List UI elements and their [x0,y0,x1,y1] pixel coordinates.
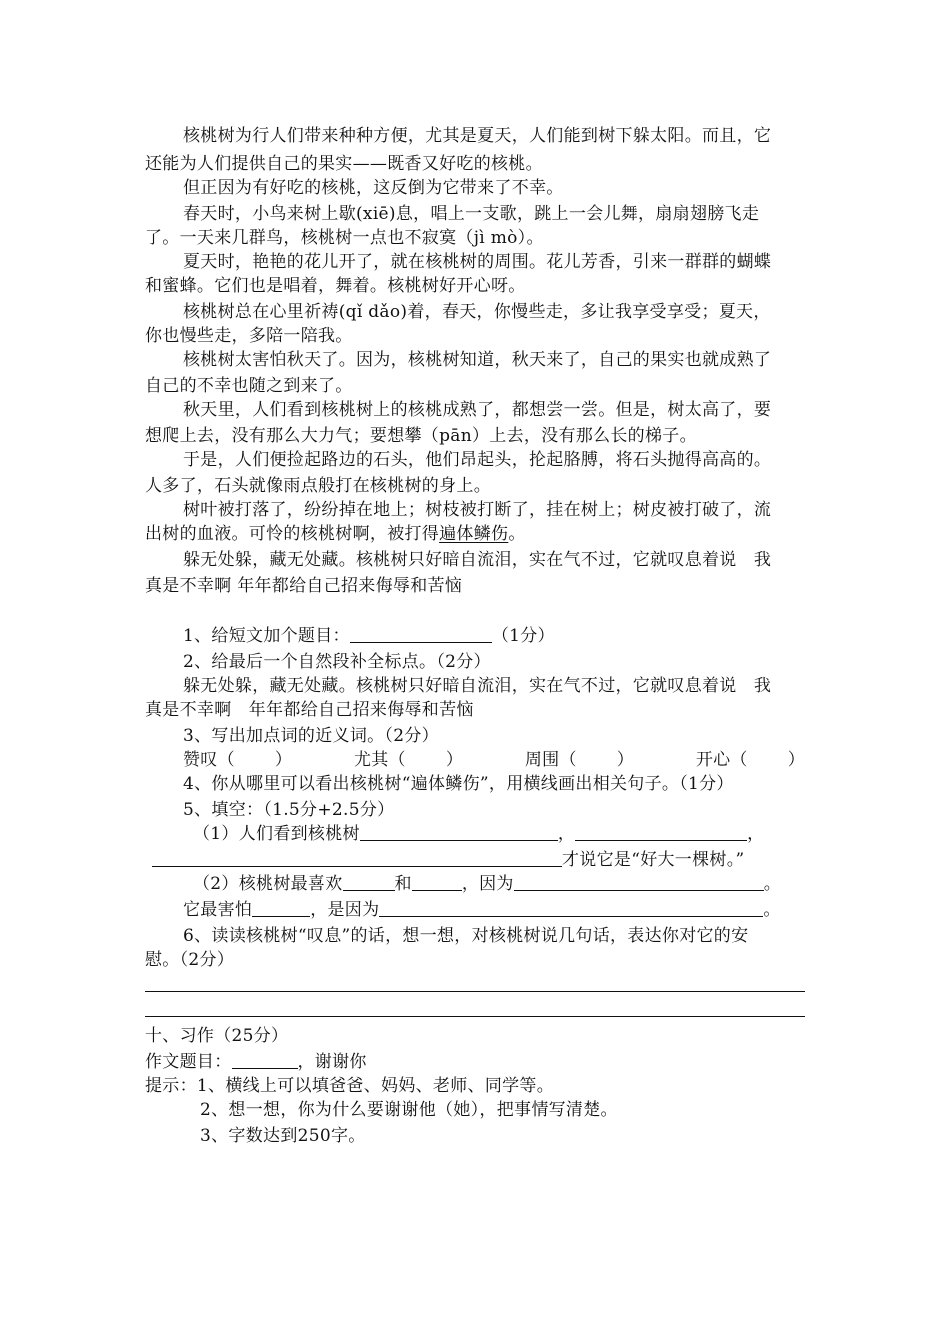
q3-word-zantan: 赞叹（ [183,750,235,770]
passage-line: 和蜜蜂。它们也是唱着，舞着。核桃树好开心呀。 [145,276,526,296]
q3-word-zhouwei: 周围（ [524,750,577,770]
passage-line: 夏天时，艳艳的花儿开了，就在核桃树的周围。花儿芳香，引来一群群的蝴蝶 [183,252,772,272]
hint-item: 3、字数达到250字。 [200,1126,366,1146]
q5-1-blank-c[interactable] [152,849,562,867]
q5-period: 。 [763,874,782,894]
passage-text: 出树的血液。可怜的核桃树啊，被打得 [145,524,440,544]
q5-2-and: 和 [394,874,412,894]
writing-heading: 十、习作（25分） [145,1026,289,1046]
q5-3-blank-a[interactable] [252,899,310,917]
passage-line: 核桃树总在心里祈祷(qǐ dǎo)着，春天，你慢些走，多让我享受享受；夏天， [183,302,771,322]
q5-1-blank-a[interactable] [360,823,558,841]
q2-text-line: 躲无处躲，藏无处藏。核桃树只好暗自流泪，实在气不过，它就叹息着说 我 [183,676,772,696]
q5-2-label: （2）核桃树最喜欢 [193,874,343,894]
q5-2-blank-a[interactable] [343,873,395,891]
hint-item: 2、想一想，你为什么要谢谢他（她），把事情写清楚。 [200,1100,618,1120]
passage-line: 核桃树太害怕秋天了。因为，核桃树知道，秋天来了，自己的果实也就成熟了 [183,350,772,370]
q5-period: 。 [763,900,781,920]
hint-line [145,1074,810,1098]
q5-comma: ， [557,824,576,844]
title-label: 作文题目： [145,1052,232,1072]
q5-3-label: 它最害怕 [183,900,253,920]
q5-2-blank-b[interactable] [412,873,462,891]
question-5: 5、填空：（1.5分+2.5分） [183,800,395,820]
q5-1-suffix: 才说它是“好大一棵树。” [562,850,745,870]
q3-word-kaixin: 开心（ [695,750,748,770]
passage-line: 人多了，石头就像雨点般打在核桃树的身上。 [145,476,491,496]
q5-2-blank-c[interactable] [514,873,764,891]
passage-line: 想爬上去，没有那么大力气；要想攀（pān）上去，没有那么长的梯子。 [145,426,697,446]
question-6-cont: 慰。（2分） [145,950,235,970]
question-1 [183,624,810,648]
answer-line[interactable] [145,991,805,992]
passage-line: 但正因为有好吃的核桃，这反倒为它带来了不幸。 [183,178,564,198]
q5-part3 [183,898,810,922]
hint-item: 1、横线上可以填爸爸、妈妈、老师、同学等。 [196,1076,555,1096]
title-answer-blank[interactable] [350,625,492,643]
passage-line: 春天时，小鸟来树上歇(xiē)息，唱上一支歌，跳上一会儿舞，扇扇翅膀飞走 [183,204,760,224]
passage-line: 秋天里，人们看到核桃树上的核桃成熟了，都想尝一尝。但是，树太高了，要 [183,400,772,420]
passage-line: 自己的不幸也随之到来了。 [145,376,353,396]
q3-words [183,748,810,772]
q5-1-label: （1）人们看到核桃树 [193,824,360,844]
q3-paren: ） [274,750,293,770]
answer-line[interactable] [145,1016,805,1017]
q3-paren: ） [445,750,464,770]
question-6: 6、读读核桃树“叹息”的话，想一想，对核桃树说几句话，表达你对它的安 [183,926,749,946]
question-4: 4、你从哪里可以看出核桃树“遍体鳞伤”，用横线画出相关句子。（1分） [183,774,734,794]
writing-title [145,1050,810,1074]
question-3: 3、写出加点词的近义词。（2分） [183,726,439,746]
q5-1-blank-b[interactable] [575,823,747,841]
passage-line [145,522,810,546]
q3-word-youqi: 尤其（ [353,750,406,770]
title-blank[interactable] [232,1051,298,1069]
q3-paren: ） [616,750,635,770]
q5-comma: ， [747,824,765,844]
q5-part1-cont [152,848,817,872]
passage-line: 你也慢些走，多陪一陪我。 [145,326,353,346]
passage-line: 树叶被打落了，纷纷掉在地上；树枝被打断了，挂在树上；树皮被打破了，流 [183,500,772,520]
q1-score: （1分） [491,626,555,646]
q5-part1 [193,822,858,846]
underlined-word: 遍体鳞伤 [439,524,509,544]
question-2: 2、给最后一个自然段补全标点。（2分） [183,652,491,672]
passage-line: 了。一天来几群鸟，核桃树一点也不寂寞（jì mò）。 [145,228,544,248]
passage-text: 。 [508,524,526,544]
q5-2-because: ，因为 [461,874,514,894]
title-suffix: ，谢谢你 [297,1052,367,1072]
passage-line: 真是不幸啊 年年都给自己招来侮辱和苦恼 [145,576,463,596]
q5-3-blank-b[interactable] [379,899,763,917]
q3-paren: ） [787,750,806,770]
q5-3-because: ，是因为 [310,900,380,920]
q2-text-line: 真是不幸啊 年年都给自己招来侮辱和苦恼 [145,700,474,720]
passage-line: 于是，人们便捡起路边的石头，他们昂起头，抡起胳膊，将石头抛得高高的。 [183,450,772,470]
passage-line: 躲无处躲，藏无处藏。核桃树只好暗自流泪，实在气不过，它就叹息着说 我 [183,550,772,570]
hint-label: 提示： [145,1076,197,1096]
q5-part2 [193,872,858,896]
passage-line: 还能为人们提供自己的果实——既香又好吃的核桃。 [145,154,543,174]
q1-label: 1、给短文加个题目： [183,626,350,646]
passage-line: 核桃树为行人们带来种种方便，尤其是夏天，人们能到树下躲太阳。而且，它 [183,126,772,146]
